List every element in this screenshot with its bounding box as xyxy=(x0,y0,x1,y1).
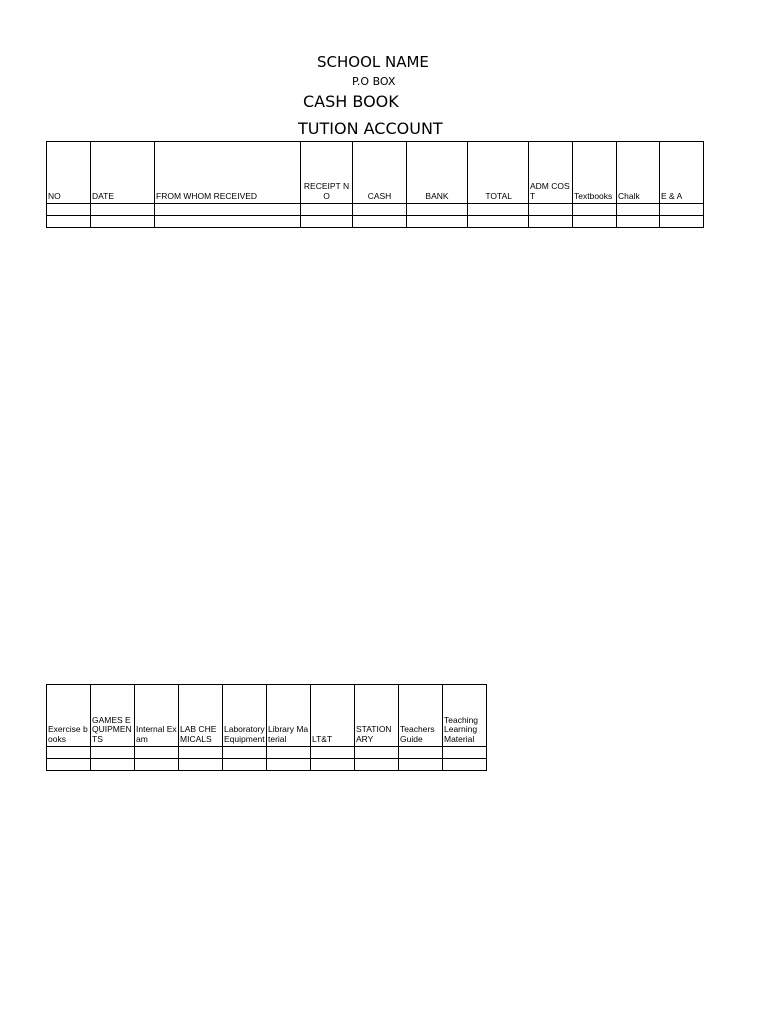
column-header-from-whom-received: FROM WHOM RECEIVED xyxy=(155,142,301,204)
column-header-bank: BANK xyxy=(407,142,468,204)
table-row xyxy=(47,216,704,228)
column-header-adm-cost: ADM COST xyxy=(529,142,573,204)
table-row xyxy=(47,747,487,759)
column-header-textbooks: Textbooks xyxy=(573,142,617,204)
column-header-teachers-guide: Teachers Guide xyxy=(399,685,443,747)
table-row xyxy=(47,759,487,771)
column-header-total: TOTAL xyxy=(468,142,529,204)
column-header-games-equipments: GAMES EQUIPMENTS xyxy=(91,685,135,747)
account-heading: TUTION ACCOUNT xyxy=(298,119,443,138)
cash-book-heading: CASH BOOK xyxy=(303,92,399,111)
column-header-stationary: STATIONARY xyxy=(355,685,399,747)
expense-votes-table xyxy=(46,684,487,771)
school-name-heading: SCHOOL NAME xyxy=(317,53,429,71)
column-header-e-and-a: E & A xyxy=(660,142,704,204)
cash-book-table xyxy=(46,141,704,228)
column-header-cash: CASH xyxy=(353,142,407,204)
column-header-exercise-books: Exercise books xyxy=(47,685,91,747)
table-header-row xyxy=(47,142,704,204)
column-header-laboratory-equipment: Laboratory Equipment xyxy=(223,685,267,747)
column-header-ltt: LT&T xyxy=(311,685,355,747)
table-row xyxy=(47,204,704,216)
column-header-no: NO xyxy=(47,142,91,204)
column-header-chalk: Chalk xyxy=(617,142,660,204)
column-header-date: DATE xyxy=(91,142,155,204)
column-header-lab-chemicals: LAB CHEMICALS xyxy=(179,685,223,747)
column-header-teaching-learning-material: Teaching Learning Material xyxy=(443,685,487,747)
column-header-library-material: Library Material xyxy=(267,685,311,747)
po-box-heading: P.O BOX xyxy=(352,75,396,88)
column-header-internal-exam: Internal Exam xyxy=(135,685,179,747)
column-header-receipt-no: RECEIPT NO xyxy=(301,142,353,204)
table-header-row xyxy=(47,685,487,747)
